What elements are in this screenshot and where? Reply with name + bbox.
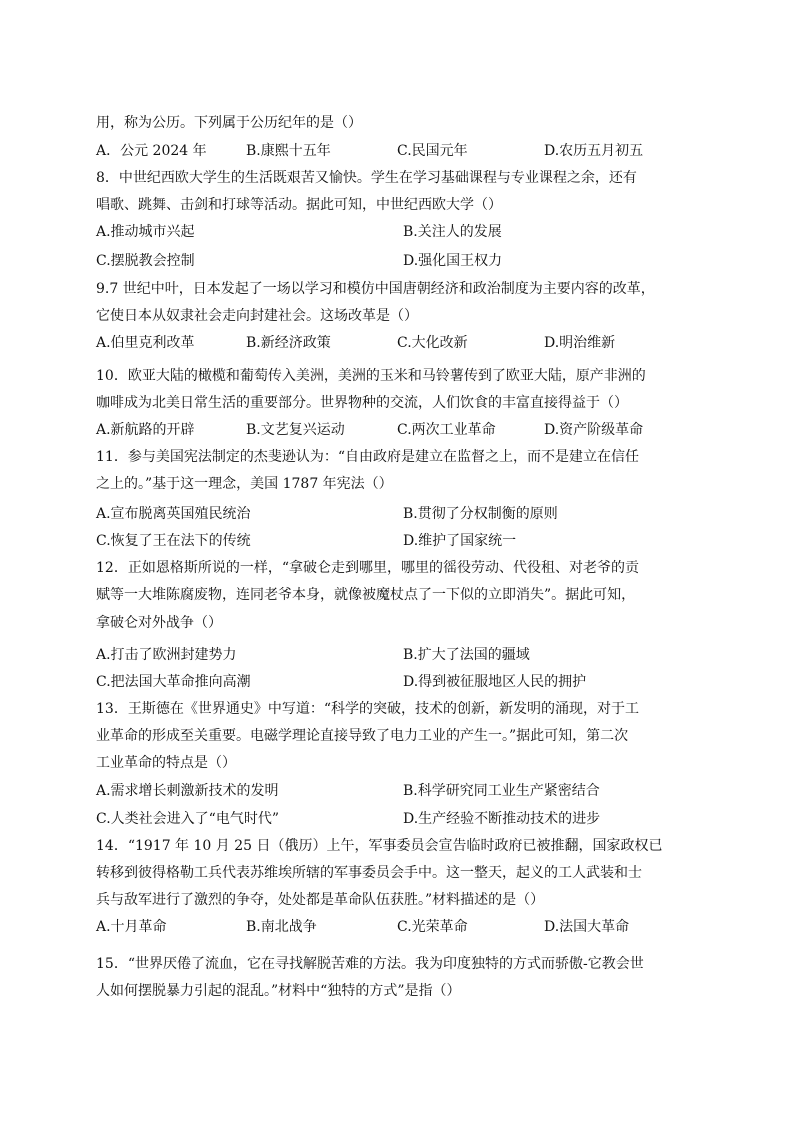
q11-option-c[interactable]: C.恢复了王在法下的传统	[96, 533, 251, 549]
q7-option-c[interactable]: C.民国元年	[397, 143, 468, 159]
q9-options	[96, 334, 716, 352]
q15-stem-line-1: 15．“世界厌倦了流血，它在寻找解脱苦难的方法。我为印度独特的方式而骄傲-它教会世	[96, 956, 644, 972]
q11-options-row-1	[96, 505, 716, 523]
q8-option-d[interactable]: D.强化国王权力	[403, 253, 503, 269]
q12-option-a[interactable]: A.打击了欧洲封建势力	[96, 647, 237, 663]
q11-option-d[interactable]: D.维护了国家统一	[403, 533, 517, 549]
q12-stem-line-3: 拿破仑对外战争（）	[96, 615, 222, 631]
q14-option-a[interactable]: A.十月革命	[96, 919, 167, 935]
q10-options	[96, 421, 716, 439]
q9-option-b[interactable]: B.新经济政策	[246, 335, 331, 351]
q7-option-b[interactable]: B.康熙十五年	[246, 143, 331, 159]
q9-option-c[interactable]: C.大化改新	[397, 335, 468, 351]
q13-option-c[interactable]: C.人类社会进入了“电气时代”	[96, 811, 279, 827]
q14-stem-line-3: 兵与敌军进行了激烈的争夺，处处都是革命队伍获胜。”材料描述的是（）	[96, 892, 545, 908]
q12-stem-line-2: 赋等一大堆陈腐废物，连同老爷本身，就像被魔杖点了一下似的立即消失”。据此可知，	[96, 587, 636, 603]
q9-stem-line-2: 它使日本从奴隶社会走向封建社会。这场改革是（）	[96, 308, 418, 324]
q7-options	[96, 142, 716, 160]
q12-option-b[interactable]: B.扩大了法国的疆域	[403, 647, 530, 663]
q7-option-d[interactable]: D.农历五月初五	[544, 143, 644, 159]
q12-options-row-2	[96, 673, 716, 691]
q13-stem-line-2: 业革命的形成至关重要。电磁学理论直接导致了电力工业的产生一。”据此可知，第二次	[96, 728, 629, 744]
q13-stem-line-1: 13．王斯德在《世界通史》中写道：“科学的突破，技术的创新，新发明的涌现，对于工	[96, 701, 639, 717]
q8-stem-line-1: 8．中世纪西欧大学生的生活既艰苦又愉快。学生在学习基础课程与专业课程之余，还有	[96, 170, 637, 186]
q7-option-a[interactable]: A．公元 2024 年	[96, 143, 207, 159]
q13-stem-line-3: 工业革命的特点是（）	[96, 755, 236, 771]
q10-stem-line-2: 咖啡成为北美日常生活的重要部分。世界物种的交流，人们饮食的丰富直接得益于（）	[96, 395, 628, 411]
q8-option-a[interactable]: A.推动城市兴起	[96, 224, 195, 240]
q10-option-b[interactable]: B.文艺复兴运动	[246, 422, 345, 438]
q13-option-d[interactable]: D.生产经验不断推动技术的进步	[403, 811, 601, 827]
q8-option-c[interactable]: C.摆脱教会控制	[96, 253, 195, 269]
q13-option-b[interactable]: B.科学研究同工业生产紧密结合	[403, 783, 600, 799]
q8-options-row-2	[96, 252, 716, 270]
q14-option-d[interactable]: D.法国大革命	[544, 919, 630, 935]
q8-stem-line-2: 唱歌、跳舞、击剑和打球等活动。据此可知，中世纪西欧大学（）	[96, 197, 502, 213]
q9-option-a[interactable]: A.伯里克利改革	[96, 335, 195, 351]
q10-option-d[interactable]: D.资产阶级革命	[544, 422, 644, 438]
q7-stem-tail: 用，称为公历。下列属于公历纪年的是（）	[96, 115, 362, 131]
q12-options-row-1	[96, 646, 716, 664]
q11-option-b[interactable]: B.贯彻了分权制衡的原则	[403, 506, 558, 522]
q13-options-row-2	[96, 810, 716, 828]
q15-stem-line-2: 人如何摆脱暴力引起的混乱。”材料中“独特的方式”是指（）	[96, 983, 461, 999]
q10-option-a[interactable]: A.新航路的开辟	[96, 422, 195, 438]
q12-option-d[interactable]: D.得到被征服地区人民的拥护	[403, 674, 587, 690]
q11-option-a[interactable]: A.宣布脱离英国殖民统治	[96, 506, 251, 522]
q14-option-b[interactable]: B.南北战争	[246, 919, 317, 935]
q13-options-row-1	[96, 782, 716, 800]
q8-options-row-1	[96, 223, 716, 241]
q13-option-a[interactable]: A.需求增长刺激新技术的发明	[96, 783, 279, 799]
q14-option-c[interactable]: C.光荣革命	[397, 919, 468, 935]
q11-stem-line-2: 之上的。”基于这一理念，美国 1787 年宪法（）	[96, 476, 393, 492]
q9-option-d[interactable]: D.明治维新	[544, 335, 616, 351]
q10-option-c[interactable]: C.两次工业革命	[397, 422, 496, 438]
q14-stem-line-1: 14．“1917 年 10 月 25 日（俄历）上午，军事委员会宣告临时政府已被推翻，国家政权已	[96, 838, 663, 854]
q9-stem-line-1: 9.7 世纪中叶，日本发起了一场以学习和模仿中国唐朝经济和政治制度为主要内容的改革，	[96, 281, 655, 297]
q14-stem-line-2: 转移到彼得格勒工兵代表苏维埃所辖的军事委员会手中。这一整天，起义的工人武装和士	[96, 865, 642, 881]
q12-option-c[interactable]: C.把法国大革命推向高潮	[96, 674, 251, 690]
q8-option-b[interactable]: B.关注人的发展	[403, 224, 502, 240]
q10-stem-line-1: 10．欧亚大陆的橄榄和葡萄传入美洲，美洲的玉米和马铃薯传到了欧亚大陆，原产非洲的	[96, 368, 646, 384]
q11-options-row-2	[96, 532, 716, 550]
q14-options	[96, 918, 716, 936]
q11-stem-line-1: 11．参与美国宪法制定的杰斐逊认为：“自由政府是建立在监督之上，而不是建立在信任	[96, 449, 639, 465]
q12-stem-line-1: 12．正如恩格斯所说的一样，“拿破仑走到哪里，哪里的徭役劳动、代役租、对老爷的贡	[96, 560, 639, 576]
